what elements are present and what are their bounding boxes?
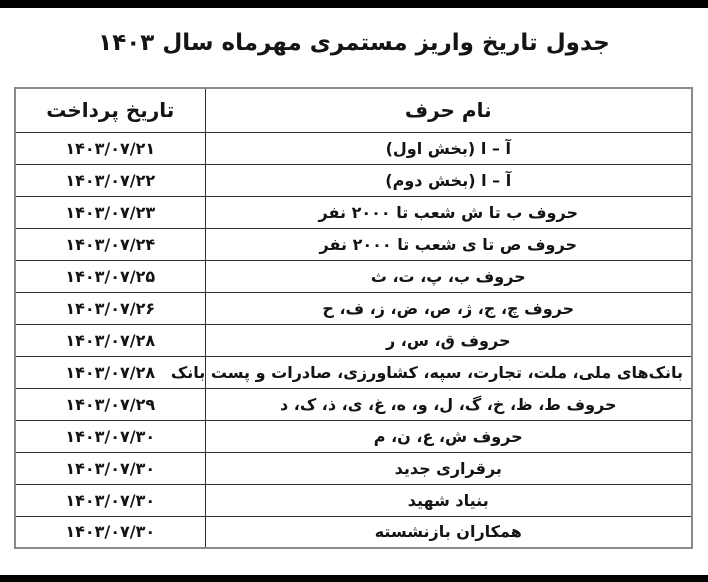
column-header-name: نام حرف: [205, 88, 692, 132]
table-row: [15, 452, 692, 484]
name-cell: حروف ب، پ، ت، ث: [205, 260, 692, 292]
column-header-date: تاریخ پرداخت: [15, 88, 205, 132]
date-cell: ۱۴۰۳/۰۷/۲۶: [15, 292, 205, 324]
table-row: [15, 292, 692, 324]
date-cell: ۱۴۰۳/۰۷/۲۴: [15, 228, 205, 260]
payment-schedule-table: [14, 87, 693, 549]
table-row: [15, 260, 692, 292]
date-cell: ۱۴۰۳/۰۷/۲۳: [15, 196, 205, 228]
date-cell: ۱۴۰۳/۰۷/۳۰: [15, 452, 205, 484]
date-cell: ۱۴۰۳/۰۷/۳۰: [15, 484, 205, 516]
table-row: [15, 164, 692, 196]
name-cell: آ – ا (بخش دوم): [205, 164, 692, 196]
name-cell: آ – ا (بخش اول): [205, 132, 692, 164]
date-cell: ۱۴۰۳/۰۷/۲۸: [15, 356, 205, 388]
table-row: [15, 420, 692, 452]
name-cell: حروف ش، ع، ن، م: [205, 420, 692, 452]
table-row: [15, 356, 692, 388]
bottom-black-bar: [0, 575, 708, 582]
date-cell: ۱۴۰۳/۰۷/۲۵: [15, 260, 205, 292]
table-row: [15, 228, 692, 260]
name-cell: حروف ص تا ی شعب تا ۲۰۰۰ نفر: [205, 228, 692, 260]
table-row: [15, 388, 692, 420]
table-body: [15, 132, 692, 548]
date-cell: ۱۴۰۳/۰۷/۳۰: [15, 420, 205, 452]
table-row: [15, 516, 692, 548]
name-cell: حروف ق، س، ر: [205, 324, 692, 356]
table-row: [15, 484, 692, 516]
name-cell: حروف ط، ظ، خ، گ، ل، و، ه، غ، ی، ذ، ک، د: [205, 388, 692, 420]
name-cell: همکاران بازنشسته: [205, 516, 692, 548]
top-black-bar: [0, 0, 708, 8]
date-cell: ۱۴۰۳/۰۷/۲۲: [15, 164, 205, 196]
date-cell: ۱۴۰۳/۰۷/۳۰: [15, 516, 205, 548]
date-cell: ۱۴۰۳/۰۷/۲۹: [15, 388, 205, 420]
table-row: [15, 132, 692, 164]
table-header-row: [15, 88, 692, 132]
name-cell: برقراری جدید: [205, 452, 692, 484]
table-row: [15, 196, 692, 228]
table-row: [15, 324, 692, 356]
date-cell: ۱۴۰۳/۰۷/۲۸: [15, 324, 205, 356]
name-cell: بانک‌های ملی، ملت، تجارت، سپه، کشاورزی، صادرات و پست بانک: [205, 356, 692, 388]
name-cell: بنیاد شهید: [205, 484, 692, 516]
name-cell: حروف چ، ج، ژ، ص، ض، ز، ف، ح: [205, 292, 692, 324]
page-title: جدول تاریخ واریز مستمری مهرماه سال ۱۴۰۳: [98, 30, 610, 56]
name-cell: حروف ب تا ش شعب تا ۲۰۰۰ نفر: [205, 196, 692, 228]
date-cell: ۱۴۰۳/۰۷/۲۱: [15, 132, 205, 164]
